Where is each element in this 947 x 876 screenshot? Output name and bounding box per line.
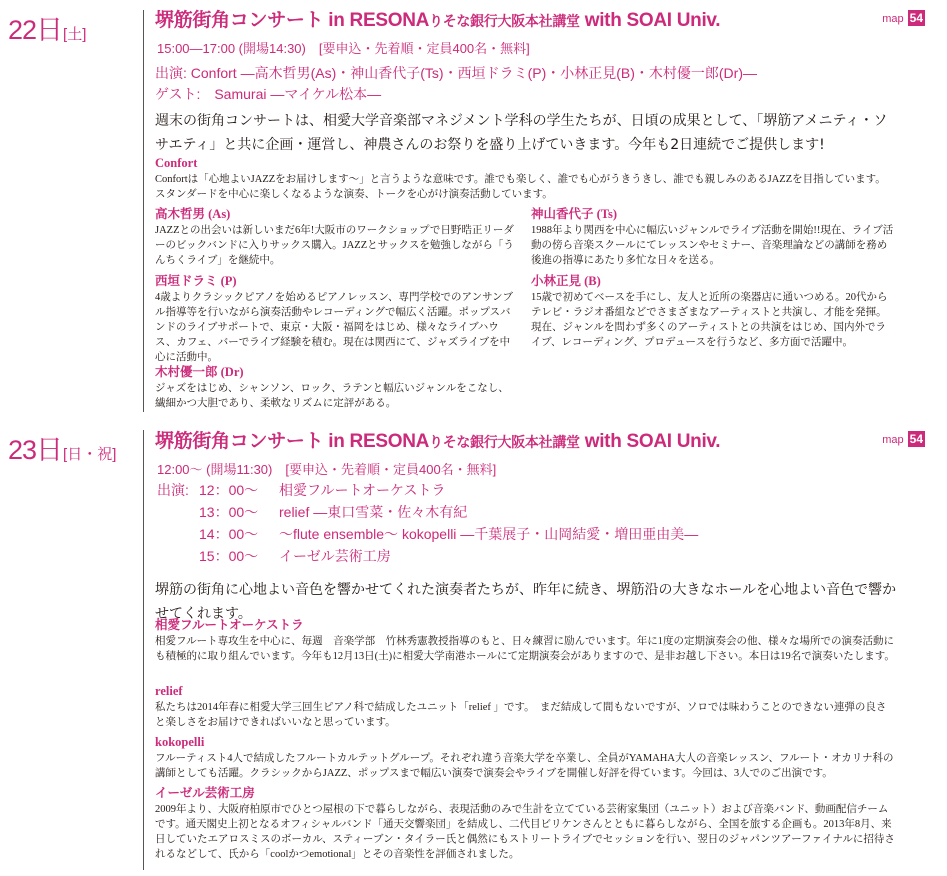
day1-guest: ゲスト: Samurai ―マイケル松本― [155,86,382,102]
day1-date: 22日[土] [8,15,87,45]
section-heading: 小林正見 (B) [531,274,601,288]
section-heading: kokopelli [155,735,205,749]
day1-nishigaki [155,272,515,365]
section-heading: 西垣ドラミ (P) [155,274,237,288]
day2-lead: 堺筋の街角に心地よい音色を響かせてくれた演奏者たちが、昨年に続き、堺筋沿の大きなホールを心地よい音色で響かせてくれます。 [155,582,897,622]
schedule-time: 12：00〜 [199,482,259,498]
day1-lead: 週末の街角コンサートは、相愛大学音楽部マネジメント学科の学生たちが、日頃の成果として、「堺筋アメニティ・ソサエティ」と共に企画・運営し、神農さんのお祭りを盛り上げていきます。今年も2日連続でご提供します! [155,113,888,153]
day1-takagi [155,205,515,268]
schedule-act: 相愛フルートオーケストラ [279,482,446,498]
section-heading: relief [155,684,183,698]
day1-map-ref: map 54 [882,11,923,25]
schedule-row [155,524,900,546]
day1-kobayashi [531,272,896,350]
schedule-row [155,502,900,524]
section-text: フルーティスト4人で結成したフルートカルテットグループ。それぞれ違う音楽大学を卒業し、全員がYAMAHA大人の音楽レッスン、フルート・オカリナ科の講師としても活躍。クラシックからJAZZ、ポップスまで幅広い演奏で演奏会やライブを開催し好評を得ています。今回は、3人でのご出演です。 [155,753,894,779]
day2-time: 12:00〜 (開場11:30) [要申込・先着順・定員400名・無料] [157,462,497,477]
day1-kimura [155,363,515,411]
schedule-time: 13：00〜 [199,504,259,520]
section-text: 4歳よりクラシックピアノを始めるピアノレッスン、専門学校でのアンサンブル指導等を行いながら演奏活動やレコーディングで幅広く活躍。ポップスバンドのライブサポートで、東京・大阪・福岡をはじめ、様々なライブハウス、カフェ、バーでライブ経験を積む。現在は関西にて、ジャズライブを中心に活動中。 [155,292,514,363]
day1-block [155,10,923,157]
performers-label: 出演: [157,482,189,498]
section-heading: Confort [155,156,198,170]
section-text: 相愛フルート専攻生を中心に、毎週 音楽学部 竹林秀憲教授指導のもと、日々練習に励んでいます。年に1度の定期演奏会の他、様々な場所での演奏活動にも積極的に取り組んでいます。今年も12月13日(土)に相愛大学南港ホールにて定期演奏会がありますので、是非お越し下さい。本日は19名で演奏いたします。 [155,636,895,662]
section-text: 2009年より、大阪府柏原市でひとつ屋根の下で暮らしながら、表現活動のみで生計を立てている芸術家集団（ユニット）および音楽バンド、動画配信チームです。通天閣史上初となるオフィシャルバンド「通天交響楽団」を結成し、二代目ビリケンさんとともに暮らしながら、全国を旅する企画も。2013年8月、来日していたエアロスミスのボーカル、スティーブン・タイラー氏と偶然にもストリートライブでセッションを行い、翌日のジャパンツアーファイナルに招待されるなどして、氏から「coolかつemotional」とその音楽性を評価されました。 [155,804,895,860]
day2-schedule [155,480,900,568]
day2-relief [155,682,895,730]
day1-confort [155,154,895,202]
section-text: 1988年より関西を中心に幅広いジャンルでライブ活動を開始!!現在、ライブ活動の傍ら音楽スクールにてレッスンやセミナー、音楽理論などの講師を務め後進の指導にあたり多忙な日々を送る。 [531,225,894,266]
schedule-time: 14：00〜 [199,526,259,542]
section-heading: 高木哲男 (As) [155,207,231,221]
section-text: ジャズをはじめ、シャンソン、ロック、ラテンと幅広いジャンルをこなし、繊細かつ大胆であり、柔軟なリズムに定評がある。 [155,383,509,409]
section-heading: イーゼル芸術工房 [155,786,255,800]
day2-divider [143,430,144,870]
schedule-act: relief ―東口雪菜・佐々木有紀 [279,504,468,520]
day2-map-ref: map 54 [882,432,923,446]
schedule-act: 〜flute ensemble〜 kokopelli ―千葉展子・山岡結愛・増田亜由美― [279,526,699,542]
day1-performers: 出演: Confort ―高木哲男(As)・神山香代子(Ts)・西垣ドラミ(P)・小林正見(B)・木村優一郎(Dr)― [155,65,757,81]
day2-flute-orchestra [155,616,895,664]
day1-kamiyama [531,205,896,268]
day2-easel [155,784,895,862]
section-text: 私たちは2014年春に相愛大学三回生ピアノ科で結成したユニット「relief 」です。 まだ結成して間もないですが、ソロでは味わうことのできない連弾の良さと楽しさをお届けできればいいなと思っています。 [155,702,887,728]
section-heading: 木村優一郎 (Dr) [155,365,244,379]
day2-date: 23日[日・祝] [8,435,117,465]
section-heading: 相愛フルートオーケストラ [155,618,304,632]
day1-divider [143,10,144,412]
section-text: JAZZとの出会いは新しいまだ6年!大阪市のワークショップで日野晧正リーダーのビックバンドに入りサックス購入。JAZZとサックスを勉強しながら「うんちくライブ」を継続中。 [155,225,514,266]
schedule-row [155,480,900,502]
schedule-row [155,546,900,568]
schedule-act: イーゼル芸術工房 [279,548,391,564]
day2-title: 堺筋街角コンサート in RESONAりそな銀行大阪本社講堂 with SOAI Univ. [155,431,721,452]
day1-time: 15:00—17:00 (開場14:30) [要申込・先着順・定員400名・無料] [157,41,530,56]
day1-title: 堺筋街角コンサート in RESONAりそな銀行大阪本社講堂 with SOAI Univ. [155,10,721,31]
section-heading: 神山香代子 (Ts) [531,207,618,221]
day2-kokopelli [155,733,895,781]
section-text: Confortは「心地よいJAZZをお届けします〜」と言うような意味です。誰でも楽しく、誰でも心がうきうきし、誰でも親しみのあるJAZZを目指しています。スタンダードを中心に楽しくなるような演奏、トークを心がけ演奏活動しています。 [155,174,886,200]
day2-block [155,431,923,626]
section-text: 15歳で初めてベースを手にし、友人と近所の楽器店に通いつめる。20代からテレビ・ラジオ番組などでさまざまなアーティストと共演し、才能を発揮。現在、ジャンルを問わず多くのアーティストとの共演をはじめ、国内外でライブ、レコーディング、プロデュースを行うなど、多方面で活躍中。 [531,292,888,348]
schedule-time: 15：00〜 [199,548,259,564]
